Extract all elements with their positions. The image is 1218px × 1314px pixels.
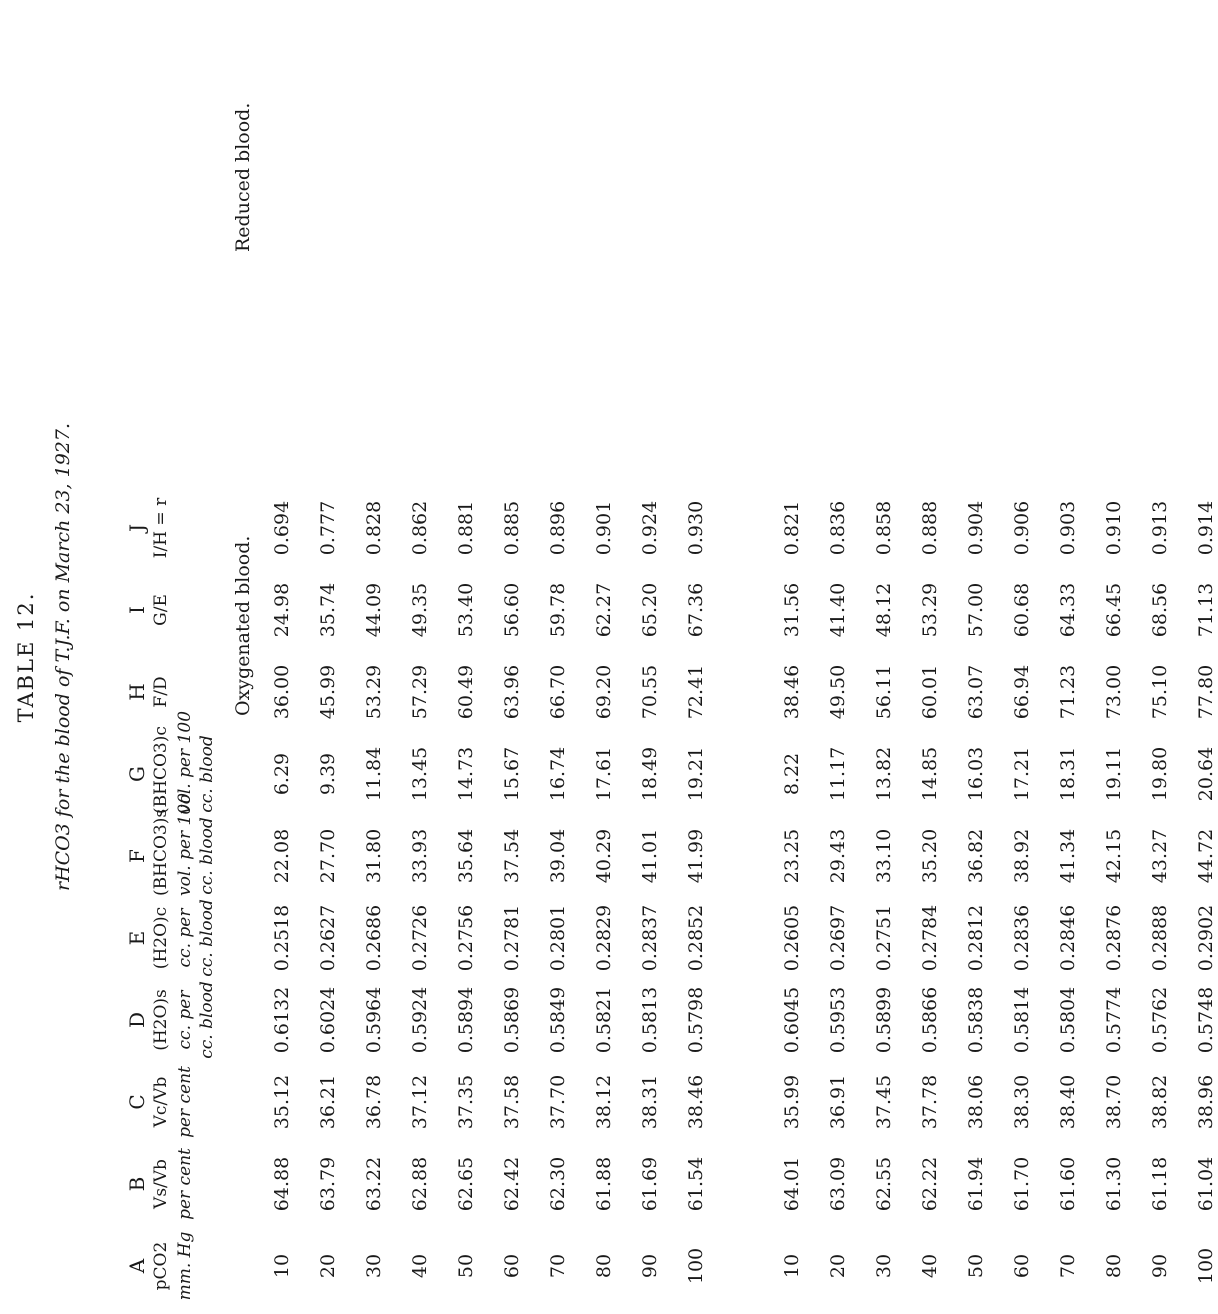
table-cell: 60.68 xyxy=(1011,582,1033,638)
table-cell: 61.54 xyxy=(685,1156,707,1212)
table-cell: 0.2812 xyxy=(965,904,987,972)
table-cell: 0.881 xyxy=(455,500,477,556)
column-letter: F xyxy=(125,849,149,863)
table-cell: 0.2852 xyxy=(685,904,707,972)
section-label-oxygenated: Oxygenated blood. xyxy=(232,535,254,716)
table-cell: 20 xyxy=(317,1253,339,1279)
column-letter: B xyxy=(125,1176,149,1192)
table-cell: 17.21 xyxy=(1011,746,1033,802)
table-cell: 30 xyxy=(363,1253,385,1279)
table-cell: 41.34 xyxy=(1057,828,1079,884)
table-cell: 49.50 xyxy=(827,664,849,720)
column-header-line: cc. per xyxy=(175,990,195,1050)
table-title: TABLE 12. xyxy=(14,591,38,723)
table-cell: 67.36 xyxy=(685,582,707,638)
table-cell: 40 xyxy=(919,1253,941,1279)
table-cell: 0.5838 xyxy=(965,986,987,1054)
table-cell: 0.914 xyxy=(1195,500,1217,556)
column-header-line: (H2O)c xyxy=(151,906,171,970)
table-cell: 0.5964 xyxy=(363,986,385,1054)
table-cell: 66.45 xyxy=(1103,582,1125,638)
table-cell: 0.5899 xyxy=(873,986,895,1054)
table-cell: 60.01 xyxy=(919,664,941,720)
table-cell: 80 xyxy=(593,1253,615,1279)
table-cell: 50 xyxy=(455,1253,477,1279)
table-cell: 41.40 xyxy=(827,582,849,638)
column-letter: A xyxy=(125,1258,149,1274)
table-cell: 20.64 xyxy=(1195,746,1217,802)
table-cell: 23.25 xyxy=(781,828,803,884)
table-cell: 53.29 xyxy=(363,664,385,720)
table-cell: 0.2781 xyxy=(501,904,523,972)
column-header-line: (H2O)s xyxy=(151,989,171,1051)
column-header-line: G/E xyxy=(151,594,171,626)
table-cell: 66.94 xyxy=(1011,664,1033,720)
table-cell: 64.01 xyxy=(781,1156,803,1212)
table-cell: 0.828 xyxy=(363,500,385,556)
column-letter: E xyxy=(125,930,149,946)
table-cell: 0.903 xyxy=(1057,500,1079,556)
table-cell: 56.11 xyxy=(873,664,895,720)
table-cell: 53.40 xyxy=(455,582,477,638)
table-cell: 14.85 xyxy=(919,746,941,802)
table-cell: 37.12 xyxy=(409,1074,431,1130)
column-letter: D xyxy=(125,1011,149,1029)
table-cell: 35.64 xyxy=(455,828,477,884)
table-cell: 36.21 xyxy=(317,1074,339,1130)
table-cell: 0.2876 xyxy=(1103,904,1125,972)
table-cell: 63.07 xyxy=(965,664,987,720)
column-header-line: per cent xyxy=(175,1066,195,1138)
table-cell: 75.10 xyxy=(1149,664,1171,720)
table-cell: 37.35 xyxy=(455,1074,477,1130)
table-cell: 57.00 xyxy=(965,582,987,638)
table-cell: 77.80 xyxy=(1195,664,1217,720)
table-cell: 35.12 xyxy=(271,1074,293,1130)
table-cell: 61.88 xyxy=(593,1156,615,1212)
table-cell: 37.70 xyxy=(547,1074,569,1130)
table-cell: 0.910 xyxy=(1103,500,1125,556)
table-cell: 0.896 xyxy=(547,500,569,556)
table-cell: 61.60 xyxy=(1057,1156,1079,1212)
table-cell: 0.5762 xyxy=(1149,986,1171,1054)
table-cell: 36.91 xyxy=(827,1074,849,1130)
table-cell: 43.27 xyxy=(1149,828,1171,884)
table-cell: 38.46 xyxy=(685,1074,707,1130)
table-cell: 0.5869 xyxy=(501,986,523,1054)
table-cell: 20 xyxy=(827,1253,849,1279)
table-cell: 38.92 xyxy=(1011,828,1033,884)
table-cell: 90 xyxy=(1149,1253,1171,1279)
section-label-reduced: Reduced blood. xyxy=(232,102,254,252)
column-letter: G xyxy=(125,766,149,782)
column-header-line: vol. per 100 xyxy=(175,792,195,896)
table-cell: 0.5953 xyxy=(827,986,849,1054)
table-cell: 60 xyxy=(1011,1253,1033,1279)
table-cell: 38.06 xyxy=(965,1074,987,1130)
table-cell: 40.29 xyxy=(593,828,615,884)
table-cell: 9.39 xyxy=(317,752,339,796)
table-cell: 0.6045 xyxy=(781,986,803,1054)
table-cell: 60.49 xyxy=(455,664,477,720)
table-cell: 100 xyxy=(685,1247,707,1285)
table-cell: 62.65 xyxy=(455,1156,477,1212)
column-letter: I xyxy=(125,606,149,614)
column-letter: C xyxy=(125,1094,149,1110)
table-cell: 0.836 xyxy=(827,500,849,556)
table-cell: 0.5798 xyxy=(685,986,707,1054)
table-cell: 31.56 xyxy=(781,582,803,638)
table-cell: 0.2751 xyxy=(873,904,895,972)
column-header-line: cc. blood xyxy=(197,899,217,977)
table-cell: 62.88 xyxy=(409,1156,431,1212)
table-cell: 10 xyxy=(781,1253,803,1279)
table-cell: 37.45 xyxy=(873,1074,895,1130)
table-cell: 18.31 xyxy=(1057,746,1079,802)
table-cell: 65.20 xyxy=(639,582,661,638)
table-cell: 11.84 xyxy=(363,746,385,802)
table-cell: 80 xyxy=(1103,1253,1125,1279)
column-header-line: pCO2 xyxy=(151,1241,171,1291)
table-cell: 35.99 xyxy=(781,1074,803,1130)
table-cell: 14.73 xyxy=(455,746,477,802)
table-cell: 0.5849 xyxy=(547,986,569,1054)
table-cell: 90 xyxy=(639,1253,661,1279)
table-cell: 63.09 xyxy=(827,1156,849,1212)
table-cell: 0.5814 xyxy=(1011,986,1033,1054)
table-cell: 0.904 xyxy=(965,500,987,556)
table-cell: 35.20 xyxy=(919,828,941,884)
table-cell: 62.42 xyxy=(501,1156,523,1212)
table-cell: 56.60 xyxy=(501,582,523,638)
table-cell: 66.70 xyxy=(547,664,569,720)
table-cell: 36.00 xyxy=(271,664,293,720)
table-cell: 71.23 xyxy=(1057,664,1079,720)
table-cell: 0.885 xyxy=(501,500,523,556)
table-cell: 0.5821 xyxy=(593,986,615,1054)
table-cell: 45.99 xyxy=(317,664,339,720)
table-cell: 72.41 xyxy=(685,664,707,720)
table-cell: 0.6024 xyxy=(317,986,339,1054)
table-cell: 0.2836 xyxy=(1011,904,1033,972)
table-cell: 0.5804 xyxy=(1057,986,1079,1054)
table-cell: 62.55 xyxy=(873,1156,895,1212)
table-cell: 59.78 xyxy=(547,582,569,638)
table-cell: 40 xyxy=(409,1253,431,1279)
table-cell: 19.80 xyxy=(1149,746,1171,802)
table-cell: 37.58 xyxy=(501,1074,523,1130)
table-cell: 33.93 xyxy=(409,828,431,884)
table-cell: 0.2888 xyxy=(1149,904,1171,972)
table-cell: 0.5774 xyxy=(1103,986,1125,1054)
column-header-line: cc. blood xyxy=(197,817,217,895)
table-cell: 0.5866 xyxy=(919,986,941,1054)
table-cell: 57.29 xyxy=(409,664,431,720)
column-header-line: vol. per 100 xyxy=(175,710,195,814)
table-cell: 37.54 xyxy=(501,828,523,884)
table-cell: 0.862 xyxy=(409,500,431,556)
table-cell: 17.61 xyxy=(593,746,615,802)
table-cell: 0.2686 xyxy=(363,904,385,972)
table-cell: 0.2846 xyxy=(1057,904,1079,972)
column-header-line: mm. Hg xyxy=(175,1231,195,1301)
table-cell: 61.69 xyxy=(639,1156,661,1212)
table-cell: 0.2902 xyxy=(1195,904,1217,972)
table-cell: 41.99 xyxy=(685,828,707,884)
table-cell: 27.70 xyxy=(317,828,339,884)
table-cell: 0.2518 xyxy=(271,904,293,972)
column-header-line: per cent xyxy=(175,1148,195,1220)
table-cell: 60 xyxy=(501,1253,523,1279)
table-cell: 0.5813 xyxy=(639,986,661,1054)
table-cell: 33.10 xyxy=(873,828,895,884)
table-cell: 71.13 xyxy=(1195,582,1217,638)
table-cell: 48.12 xyxy=(873,582,895,638)
table-cell: 61.30 xyxy=(1103,1156,1125,1212)
table-cell: 38.82 xyxy=(1149,1074,1171,1130)
table-cell: 41.01 xyxy=(639,828,661,884)
table-cell: 0.913 xyxy=(1149,500,1171,556)
table-cell: 70.55 xyxy=(639,664,661,720)
table-cell: 0.777 xyxy=(317,500,339,556)
table-cell: 61.04 xyxy=(1195,1156,1217,1212)
table-cell: 61.94 xyxy=(965,1156,987,1212)
column-header-line: cc. blood xyxy=(197,981,217,1059)
table-cell: 8.22 xyxy=(781,752,803,796)
table-cell: 0.2801 xyxy=(547,904,569,972)
table-cell: 0.2829 xyxy=(593,904,615,972)
table-cell: 0.5894 xyxy=(455,986,477,1054)
column-header-line: (BHCO3)c xyxy=(151,726,171,814)
table-cell: 44.72 xyxy=(1195,828,1217,884)
table-cell: 0.906 xyxy=(1011,500,1033,556)
table-cell: 18.49 xyxy=(639,746,661,802)
table-cell: 0.924 xyxy=(639,500,661,556)
table-cell: 53.29 xyxy=(919,582,941,638)
table-cell: 11.17 xyxy=(827,746,849,802)
column-header-line: cc. blood xyxy=(197,735,217,813)
column-letter: H xyxy=(125,683,149,701)
table-cell: 13.45 xyxy=(409,746,431,802)
table-cell: 0.888 xyxy=(919,500,941,556)
table-cell: 61.70 xyxy=(1011,1156,1033,1212)
table-cell: 19.11 xyxy=(1103,746,1125,802)
table-cell: 62.27 xyxy=(593,582,615,638)
table-cell: 24.98 xyxy=(271,582,293,638)
table-cell: 38.31 xyxy=(639,1074,661,1130)
table-caption: rHCO3 for the blood of T.J.F. on March 23, 1927. xyxy=(52,422,74,892)
table-cell: 15.67 xyxy=(501,746,523,802)
table-cell: 10 xyxy=(271,1253,293,1279)
table-cell: 62.30 xyxy=(547,1156,569,1212)
table-cell: 30 xyxy=(873,1253,895,1279)
column-header-line: Vc/Vb xyxy=(151,1076,171,1128)
table-cell: 31.80 xyxy=(363,828,385,884)
table-cell: 6.29 xyxy=(271,752,293,796)
table-cell: 38.40 xyxy=(1057,1074,1079,1130)
table-cell: 69.20 xyxy=(593,664,615,720)
table-cell: 19.21 xyxy=(685,746,707,802)
column-header-line: Vs/Vb xyxy=(151,1159,171,1209)
table-cell: 0.5924 xyxy=(409,986,431,1054)
table-cell: 63.96 xyxy=(501,664,523,720)
table-cell: 36.78 xyxy=(363,1074,385,1130)
column-header-line: cc. per xyxy=(175,908,195,968)
table-cell: 73.00 xyxy=(1103,664,1125,720)
table-cell: 0.821 xyxy=(781,500,803,556)
table-cell: 68.56 xyxy=(1149,582,1171,638)
table-cell: 29.43 xyxy=(827,828,849,884)
table-cell: 38.70 xyxy=(1103,1074,1125,1130)
table-cell: 16.03 xyxy=(965,746,987,802)
table-cell: 0.858 xyxy=(873,500,895,556)
table-cell: 100 xyxy=(1195,1247,1217,1285)
table-cell: 36.82 xyxy=(965,828,987,884)
table-cell: 0.6132 xyxy=(271,986,293,1054)
column-header-line: (BHCO3)s xyxy=(151,808,171,896)
table-cell: 70 xyxy=(547,1253,569,1279)
table-cell: 0.2837 xyxy=(639,904,661,972)
table-cell: 42.15 xyxy=(1103,828,1125,884)
table-cell: 0.930 xyxy=(685,500,707,556)
table-cell: 63.22 xyxy=(363,1156,385,1212)
table-cell: 37.78 xyxy=(919,1074,941,1130)
column-header-line: I/H = r xyxy=(151,497,171,559)
table-cell: 62.22 xyxy=(919,1156,941,1212)
table-cell: 0.694 xyxy=(271,500,293,556)
table-cell: 70 xyxy=(1057,1253,1079,1279)
table-cell: 0.5748 xyxy=(1195,986,1217,1054)
table-cell: 0.901 xyxy=(593,500,615,556)
table-cell: 0.2605 xyxy=(781,904,803,972)
table-cell: 35.74 xyxy=(317,582,339,638)
table-cell: 0.2697 xyxy=(827,904,849,972)
table-cell: 64.33 xyxy=(1057,582,1079,638)
table-cell: 0.2726 xyxy=(409,904,431,972)
table-cell: 16.74 xyxy=(547,746,569,802)
column-header-line: F/D xyxy=(151,676,171,708)
table-cell: 39.04 xyxy=(547,828,569,884)
table-cell: 44.09 xyxy=(363,582,385,638)
table-cell: 63.79 xyxy=(317,1156,339,1212)
table-cell: 38.12 xyxy=(593,1074,615,1130)
table-cell: 50 xyxy=(965,1253,987,1279)
table-cell: 49.35 xyxy=(409,582,431,638)
table-cell: 64.88 xyxy=(271,1156,293,1212)
table-cell: 0.2756 xyxy=(455,904,477,972)
table-cell: 0.2784 xyxy=(919,904,941,972)
table-cell: 22.08 xyxy=(271,828,293,884)
table-cell: 38.30 xyxy=(1011,1074,1033,1130)
column-letter: J xyxy=(125,523,149,533)
table-cell: 13.82 xyxy=(873,746,895,802)
table-cell: 38.46 xyxy=(781,664,803,720)
table-cell: 38.96 xyxy=(1195,1074,1217,1130)
table-cell: 0.2627 xyxy=(317,904,339,972)
table-cell: 61.18 xyxy=(1149,1156,1171,1212)
